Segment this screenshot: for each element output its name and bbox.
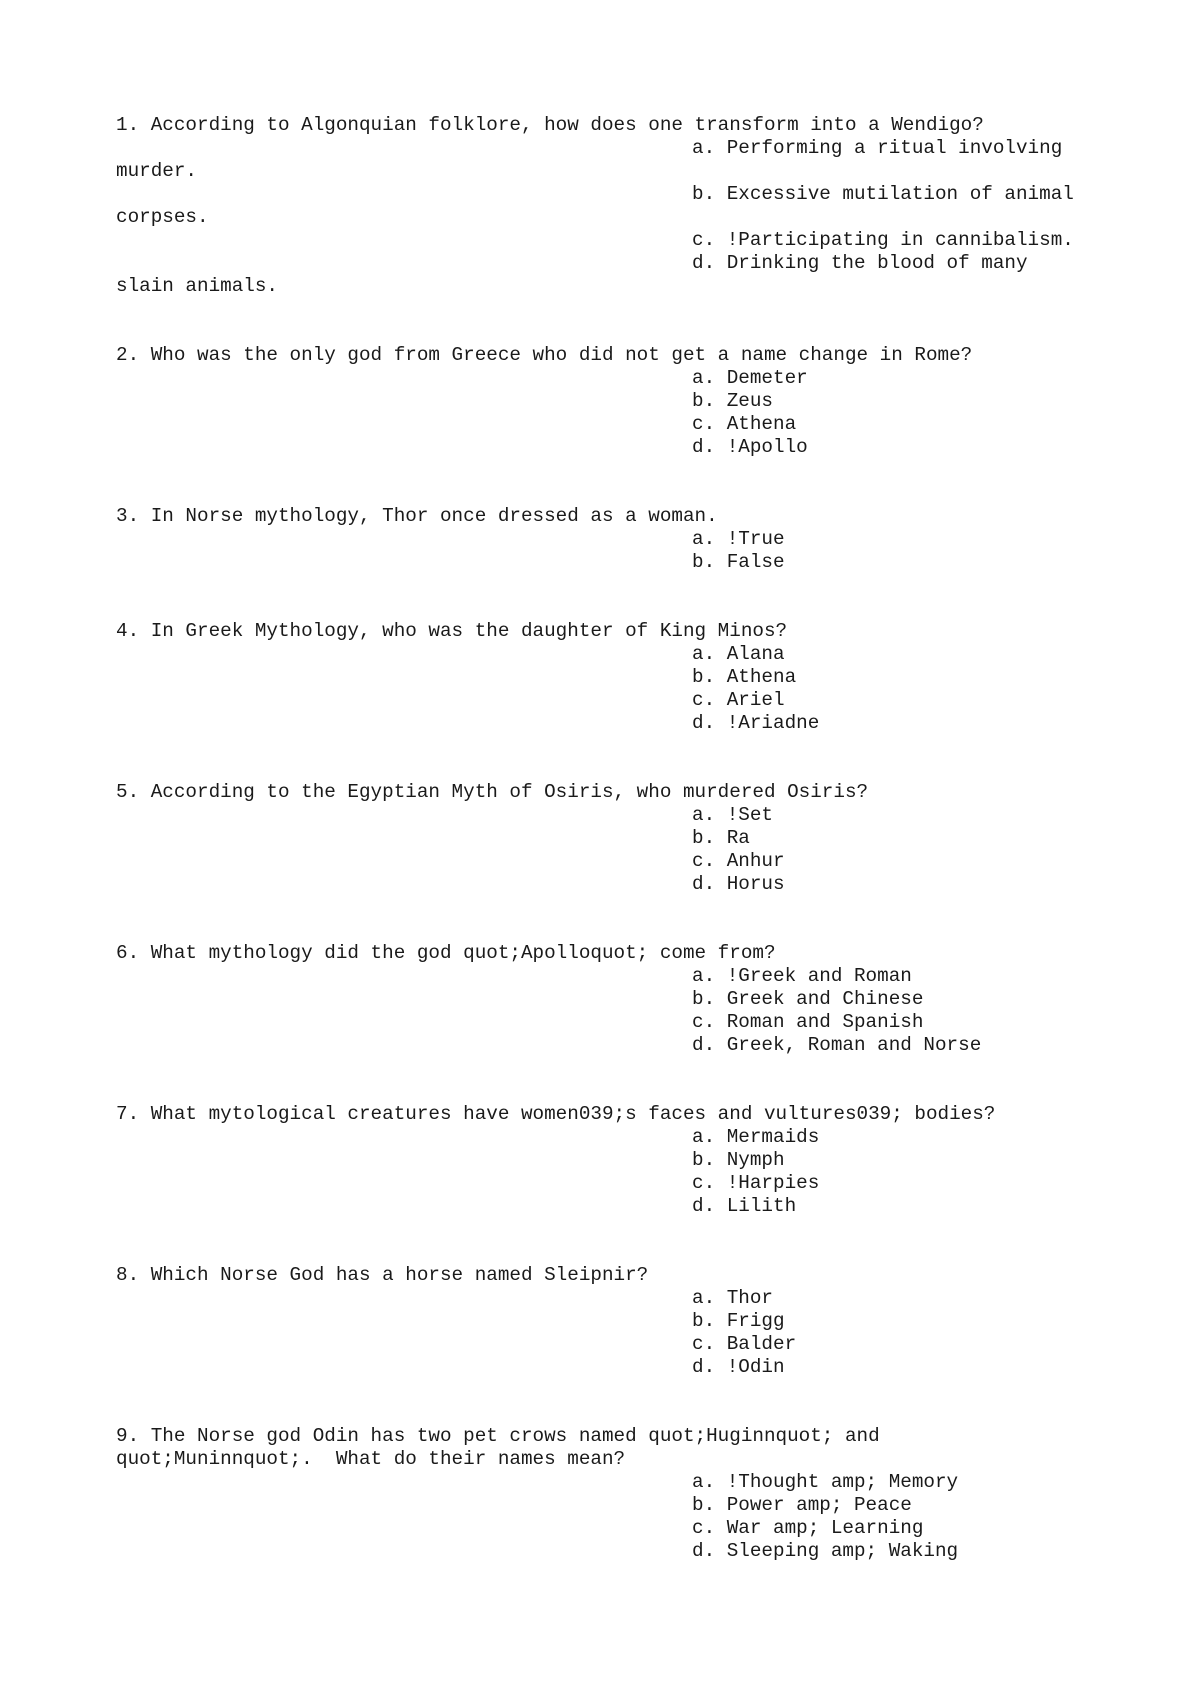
question-6-option-d: d. Greek, Roman and Norse [692,1034,982,1056]
question-9-option-a: a. !Thought amp; Memory [692,1471,959,1493]
question-3-text: 3. In Norse mythology, Thor once dressed as a woman. [116,505,718,527]
question-4-text: 4. In Greek Mythology, who was the daughter of King Minos? [116,620,788,642]
question-1-option-d-wrap: slain animals. [116,275,278,297]
question-8-text: 8. Which Norse God has a horse named Sleipnir? [116,1264,649,1286]
question-1-option-c: c. !Participating in cannibalism. [692,229,1074,251]
question-3-option-a: a. !True [692,528,785,550]
question-8-option-d: d. !Odin [692,1356,785,1378]
question-9-text: 9. The Norse god Odin has two pet crows named quot;Huginnquot; and [116,1425,880,1447]
question-7-option-d: d. Lilith [692,1195,797,1217]
question-2-option-d: d. !Apollo [692,436,808,458]
question-6-option-a: a. !Greek and Roman [692,965,912,987]
question-4-option-a: a. Alana [692,643,785,665]
question-9-option-d: d. Sleeping amp; Waking [692,1540,959,1562]
question-3-option-b: b. False [692,551,785,573]
question-8-option-b: b. Frigg [692,1310,785,1332]
question-7-option-c: c. !Harpies [692,1172,820,1194]
question-5-option-a: a. !Set [692,804,773,826]
question-6-option-b: b. Greek and Chinese [692,988,924,1010]
question-6-text: 6. What mythology did the god quot;Apolloquot; come from? [116,942,776,964]
question-6-option-c: c. Roman and Spanish [692,1011,924,1033]
question-1-text: 1. According to Algonquian folklore, how does one transform into a Wendigo? [116,114,984,136]
question-4-option-c: c. Ariel [692,689,785,711]
question-7-option-b: b. Nymph [692,1149,785,1171]
question-7-text: 7. What mytological creatures have women039;s faces and vultures039; bodies? [116,1103,996,1125]
question-1-option-d: d. Drinking the blood of many [692,252,1028,274]
question-1-option-a: a. Performing a ritual involving [692,137,1063,159]
question-2-option-a: a. Demeter [692,367,808,389]
question-7-option-a: a. Mermaids [692,1126,820,1148]
question-8-option-c: c. Balder [692,1333,797,1355]
question-8-option-a: a. Thor [692,1287,773,1309]
question-4-option-d: d. !Ariadne [692,712,820,734]
question-9-option-c: c. War amp; Learning [692,1517,924,1539]
question-1-option-b-wrap: corpses. [116,206,209,228]
question-9-text-continued: quot;Muninnquot;. What do their names mean? [116,1448,626,1470]
question-2-option-b: b. Zeus [692,390,773,412]
question-1-option-b: b. Excessive mutilation of animal [692,183,1074,205]
question-1-option-a-wrap: murder. [116,160,197,182]
question-5-option-d: d. Horus [692,873,785,895]
question-5-text: 5. According to the Egyptian Myth of Osiris, who murdered Osiris? [116,781,869,803]
question-2-text: 2. Who was the only god from Greece who did not get a name change in Rome? [116,344,973,366]
question-5-option-b: b. Ra [692,827,750,849]
question-5-option-c: c. Anhur [692,850,785,872]
question-9-option-b: b. Power amp; Peace [692,1494,912,1516]
question-4-option-b: b. Athena [692,666,797,688]
question-2-option-c: c. Athena [692,413,797,435]
